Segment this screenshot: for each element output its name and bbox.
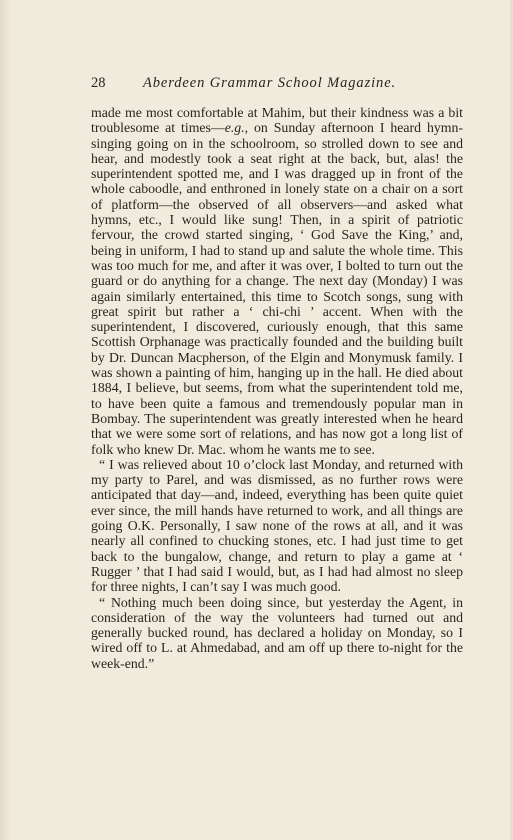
running-header — [91, 75, 463, 92]
text-run: , on Sunday afternoon I heard hymn-singing going on in the schoolroom, so strolled down to see and hear, and modestly took a seat right at the back, but, alas! the superintendent spotted me, and I was dragged up in front of the whole caboodle, and enthroned in lonely state on a chair on a sort of platform—the observed of all observers—and asked what hymns, etc., I would like sung! Then, in a spirit of patriotic fervour, the crowd started singing, ‘ God Save the King,’ and, being in uniform, I had to stand up and salute the whole time. This was too much for me, and after it was over, I bolted to turn out the guard or do anything for a change. The next day (Monday) I was again similarly entertained, this time to Scotch songs, sung with great spirit but rather a ‘ chi-chi ’ accent. When with the superintendent, I discovered, curiously enough, that this same Scottish Orphanage was practically founded and the building built by Dr. Duncan Macpherson, of the Elgin and Monymusk family. I was shown a painting of him, hanging up in the hall. He died about 1884, I believe, but seems, from what the superintendent told me, to have been quite a famous and tremendously popular man in Bombay. The superintendent was greatly interested when he heard that we were some sort of relations, and has now got a long list of folk who knew Dr. Mac. whom he wants me to see. — [91, 120, 463, 457]
italic-abbreviation: e.g. — [224, 120, 245, 136]
paragraph — [91, 595, 463, 671]
page-edge-shadow — [0, 0, 12, 840]
paragraph — [91, 105, 463, 457]
article-body — [91, 105, 463, 671]
text-run: “ I was relieved about 10 o’clock last Monday, and returned with my party to Parel, and was dismissed, as no further rows were anticipated that day—and, indeed, everything has been quite quiet ever since, the mill hands have returned to work, and all things are going O.K. Personally, I saw none of the rows at all, and it was nearly all confined to chucking stones, etc. I had just time to get back to the bungalow, change, and return to play a game at ‘ Rugger ’ that I had said I would, but, as I had had almost no sleep for three nights, I can’t say I was much good. — [91, 456, 463, 595]
text-run: “ Nothing much been doing since, but yesterday the Agent, in consideration of the way the volunteers had turned out and generally bucked round, has declared a holiday on Monday, so I wired off to L. at Ahmedabad, and am off up there to-night for the week-end.” — [91, 594, 463, 671]
magazine-title: Aberdeen Grammar School Magazine. — [143, 75, 397, 91]
text-run: made me most comfortable at Mahim, but their kindness was a bit troublesome at times— — [91, 105, 463, 136]
page-number: 28 — [91, 75, 106, 91]
paragraph — [91, 457, 463, 595]
